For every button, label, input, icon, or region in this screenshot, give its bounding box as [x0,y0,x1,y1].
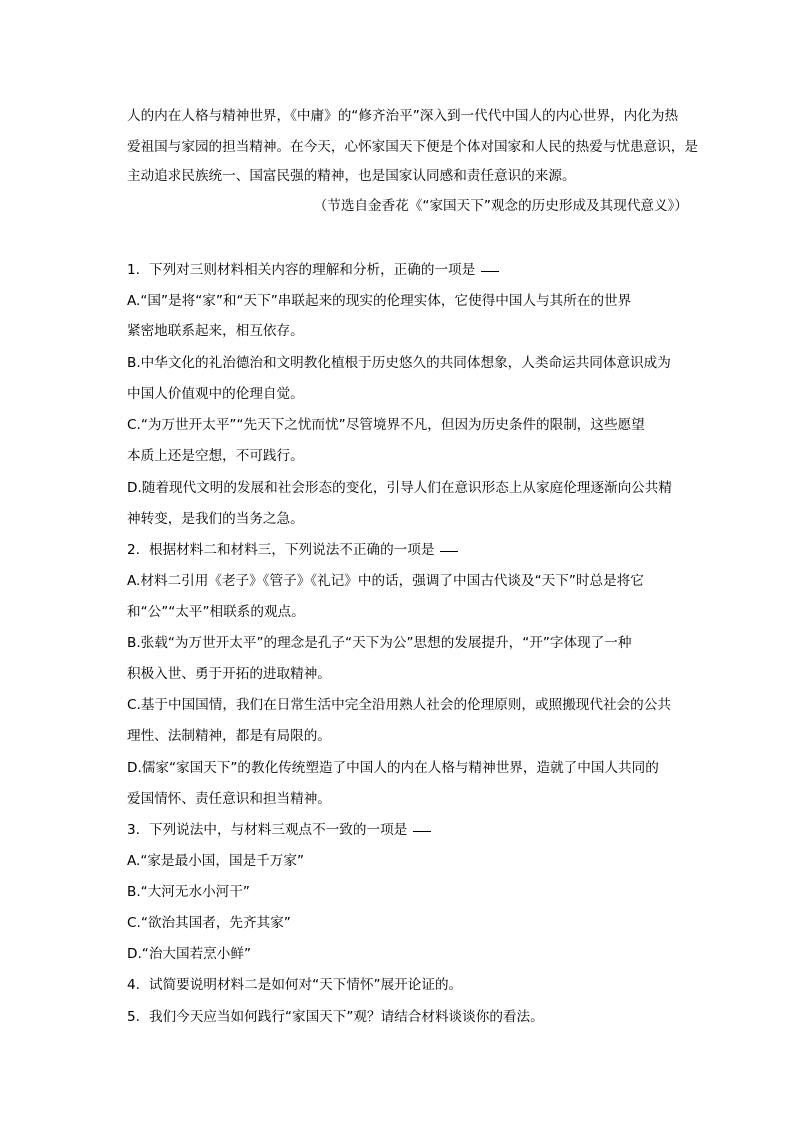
answer-blank[interactable] [481,270,499,272]
question-number: 5. [127,1009,140,1025]
option-2b-line1: B.张载“为万世开太平”的理念是孔子“天下为公”思想的发展提升，“开”字体现了一种 [127,635,632,651]
option-3a: A.“家是最小国，国是千万家” [127,853,304,869]
option-1c-line1: C.“为万世开太平”“先天下之忧而忧”尽管境界不凡，但因为历史条件的限制，这些愿望 [127,417,645,433]
option-2d-line2: 爱国情怀、责任意识和担当精神。 [127,791,331,807]
question-stem: 我们今天应当如何践行“家国天下”观？请结合材料谈谈你的看法。 [149,1009,544,1025]
question-2 [127,540,458,560]
question-number: 3. [127,822,140,838]
answer-blank[interactable] [440,550,458,552]
passage-line: 爱祖国与家园的担当精神。在今天，心怀家国天下便是个体对国家和人民的热爱与忧患意识，是 [127,139,698,155]
option-1b-line1: B.中华文化的礼治德治和文明教化植根于历史悠久的共同体想象，人类命运共同体意识成为 [127,355,671,371]
option-1d-line1: D.随着现代文明的发展和社会形态的变化，引导人们在意识形态上从家庭伦理逐渐向公共精 [127,480,672,496]
option-1a-line2: 紧密地联系起来，相互依存。 [127,323,304,339]
question-number: 4. [127,977,140,993]
option-3b: B.“大河无水小河干” [127,884,250,900]
question-number: 1. [127,262,140,278]
option-1c-line2: 本质上还是空想，不可践行。 [127,448,304,464]
question-stem: 下列对三则材料相关内容的理解和分析，正确的一项是 [149,262,476,278]
question-5 [127,1007,544,1027]
passage-line: 人的内在人格与精神世界，《中庸》的“修齐治平”深入到一代代中国人的内心世界，内化为热 [127,108,679,124]
option-3d: D.“治大国若烹小鲜” [127,946,252,962]
question-stem: 试简要说明材料二是如何对“天下情怀”展开论证的。 [149,977,463,993]
option-1a-line1: A.“国”是将“家”和“天下”串联起来的现实的伦理实体，它使得中国人与其所在的世界 [127,293,632,309]
passage-source: （节选自金香花《“家国天下”观念的历史形成及其现代意义》） [313,198,688,214]
question-3 [127,820,431,840]
option-2d-line1: D.儒家“家国天下”的教化传统塑造了中国人的内在人格与精神世界，造就了中国人共同的 [127,760,659,776]
option-2b-line2: 积极入世、勇于开拓的进取精神。 [127,666,331,682]
option-2c-line1: C.基于中国国情，我们在日常生活中完全沿用熟人社会的伦理原则，或照搬现代社会的公共 [127,697,671,713]
answer-blank[interactable] [413,830,431,832]
question-stem: 下列说法中，与材料三观点不一致的一项是 [149,822,408,838]
question-1 [127,260,499,280]
option-3c: C.“欲治其国者，先齐其家” [127,915,291,931]
question-stem: 根据材料二和材料三，下列说法不正确的一项是 [149,542,435,558]
option-1d-line2: 神转变，是我们的当务之急。 [127,511,304,527]
question-4 [127,975,462,995]
option-2c-line2: 理性、法制精神，都是有局限的。 [127,728,331,744]
option-1b-line2: 中国人价值观中的伦理自觉。 [127,386,304,402]
option-2a-line2: 和“公”“太平”相联系的观点。 [127,604,305,620]
option-2a-line1: A.材料二引用《老子》《管子》《礼记》中的话，强调了中国古代谈及“天下”时总是将它 [127,573,644,589]
passage-line: 主动追求民族统一、国富民强的精神，也是国家认同感和责任意识的来源。 [127,168,576,184]
question-number: 2. [127,542,140,558]
